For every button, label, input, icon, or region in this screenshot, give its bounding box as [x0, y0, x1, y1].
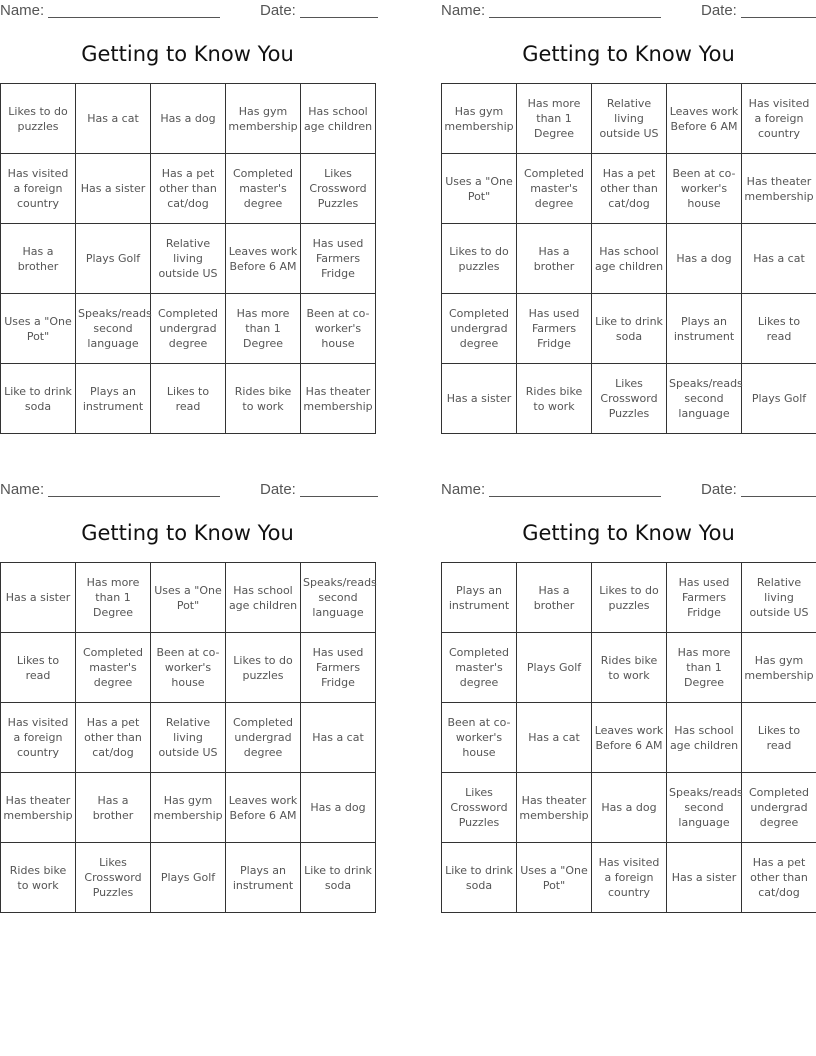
grid-cell: Has more than 1 Degree [517, 84, 592, 154]
grid-row [442, 773, 816, 843]
grid-cell: Plays an instrument [442, 563, 517, 633]
grid-cell: Likes to do puzzles [1, 84, 76, 154]
name-label: Name: [0, 481, 45, 498]
name-field [0, 2, 220, 19]
grid-row [1, 773, 376, 843]
grid-cell: Completed master's degree [76, 633, 151, 703]
card-title: Getting to Know You [522, 521, 735, 545]
name-field [0, 481, 220, 498]
grid-cell: Has school age children [667, 703, 742, 773]
date-field [701, 2, 816, 19]
bingo-grid [441, 562, 816, 913]
grid-cell: Has a brother [1, 224, 76, 294]
grid-cell: Like to drink soda [592, 294, 667, 364]
grid-cell: Plays Golf [151, 843, 226, 913]
bingo-grid [441, 83, 816, 434]
grid-cell: Likes Crossword Puzzles [76, 843, 151, 913]
grid-cell: Rides bike to work [1, 843, 76, 913]
name-field [441, 2, 661, 19]
grid-cell: Leaves work Before 6 AM [226, 224, 301, 294]
date-field [701, 481, 816, 498]
grid-cell: Leaves work Before 6 AM [226, 773, 301, 843]
grid-cell: Uses a "One Pot" [151, 563, 226, 633]
grid-cell: Been at co-worker's house [442, 703, 517, 773]
grid-cell: Likes Crossword Puzzles [442, 773, 517, 843]
grid-row [1, 633, 376, 703]
grid-cell: Uses a "One Pot" [1, 294, 76, 364]
grid-row [442, 224, 816, 294]
grid-cell: Been at co-worker's house [301, 294, 376, 364]
grid-cell: Has used Farmers Fridge [301, 224, 376, 294]
grid-cell: Likes to read [1, 633, 76, 703]
grid-row [442, 843, 816, 913]
date-field [260, 2, 378, 19]
date-line [741, 3, 816, 18]
grid-row [442, 364, 816, 434]
date-label: Date: [260, 481, 296, 498]
date-line [741, 482, 816, 497]
grid-cell: Completed master's degree [517, 154, 592, 224]
grid-cell: Completed undergrad degree [151, 294, 226, 364]
grid-cell: Has used Farmers Fridge [301, 633, 376, 703]
grid-cell: Like to drink soda [1, 364, 76, 434]
grid-cell: Completed undergrad degree [226, 703, 301, 773]
grid-cell: Has a dog [592, 773, 667, 843]
grid-cell: Uses a "One Pot" [442, 154, 517, 224]
bingo-card-3 [0, 479, 375, 919]
name-label: Name: [441, 481, 486, 498]
bingo-grid [0, 83, 376, 434]
grid-cell: Has a brother [517, 224, 592, 294]
grid-cell: Likes to do puzzles [592, 563, 667, 633]
grid-cell: Relative living outside US [592, 84, 667, 154]
grid-cell: Has used Farmers Fridge [517, 294, 592, 364]
name-label: Name: [441, 2, 486, 19]
bingo-card-2 [441, 0, 816, 440]
grid-cell: Has a sister [442, 364, 517, 434]
grid-cell: Likes to read [742, 703, 816, 773]
bingo-card-4 [441, 479, 816, 919]
grid-cell: Has theater membership [1, 773, 76, 843]
grid-cell: Has a sister [76, 154, 151, 224]
card-title: Getting to Know You [522, 42, 735, 66]
grid-row [1, 154, 376, 224]
grid-cell: Has a cat [517, 703, 592, 773]
name-line [48, 3, 220, 18]
grid-cell: Has a pet other than cat/dog [151, 154, 226, 224]
grid-cell: Plays an instrument [667, 294, 742, 364]
grid-cell: Has theater membership [517, 773, 592, 843]
grid-cell: Has school age children [301, 84, 376, 154]
grid-cell: Has more than 1 Degree [667, 633, 742, 703]
grid-row [1, 364, 376, 434]
grid-cell: Likes to do puzzles [442, 224, 517, 294]
grid-cell: Has a dog [667, 224, 742, 294]
grid-cell: Has a pet other than cat/dog [742, 843, 816, 913]
grid-cell: Completed master's degree [442, 633, 517, 703]
grid-cell: Plays Golf [517, 633, 592, 703]
grid-row [1, 294, 376, 364]
grid-cell: Uses a "One Pot" [517, 843, 592, 913]
name-line [489, 482, 661, 497]
grid-cell: Like to drink soda [442, 843, 517, 913]
grid-cell: Has a dog [151, 84, 226, 154]
grid-cell: Has visited a foreign country [1, 703, 76, 773]
grid-cell: Been at co-worker's house [667, 154, 742, 224]
bingo-card-1 [0, 0, 375, 440]
grid-cell: Has school age children [226, 563, 301, 633]
grid-cell: Has a brother [517, 563, 592, 633]
card-header [0, 479, 375, 499]
grid-cell: Likes to read [742, 294, 816, 364]
grid-cell: Plays Golf [742, 364, 816, 434]
grid-cell: Speaks/reads second language [301, 563, 376, 633]
grid-cell: Has a pet other than cat/dog [76, 703, 151, 773]
grid-cell: Has visited a foreign country [1, 154, 76, 224]
card-header [441, 479, 816, 499]
grid-cell: Has more than 1 Degree [226, 294, 301, 364]
grid-cell: Likes to do puzzles [226, 633, 301, 703]
grid-cell: Has a dog [301, 773, 376, 843]
grid-cell: Relative living outside US [151, 224, 226, 294]
grid-row [1, 84, 376, 154]
grid-cell: Plays Golf [76, 224, 151, 294]
grid-cell: Has a pet other than cat/dog [592, 154, 667, 224]
name-label: Name: [0, 2, 45, 19]
grid-cell: Leaves work Before 6 AM [592, 703, 667, 773]
grid-cell: Has school age children [592, 224, 667, 294]
grid-row [442, 84, 816, 154]
grid-cell: Completed master's degree [226, 154, 301, 224]
date-label: Date: [701, 2, 737, 19]
date-field [260, 481, 378, 498]
grid-cell: Has used Farmers Fridge [667, 563, 742, 633]
grid-cell: Has theater membership [301, 364, 376, 434]
grid-cell: Plays an instrument [76, 364, 151, 434]
grid-cell: Has gym membership [226, 84, 301, 154]
grid-cell: Has a cat [742, 224, 816, 294]
date-label: Date: [260, 2, 296, 19]
grid-cell: Relative living outside US [742, 563, 816, 633]
name-line [48, 482, 220, 497]
grid-cell: Has gym membership [442, 84, 517, 154]
grid-cell: Has a cat [301, 703, 376, 773]
grid-row [442, 633, 816, 703]
grid-cell: Has gym membership [151, 773, 226, 843]
grid-cell: Plays an instrument [226, 843, 301, 913]
date-line [300, 3, 378, 18]
grid-cell: Has theater membership [742, 154, 816, 224]
grid-cell: Speaks/reads second language [76, 294, 151, 364]
card-header [441, 0, 816, 20]
grid-row [442, 703, 816, 773]
grid-cell: Rides bike to work [517, 364, 592, 434]
grid-cell: Like to drink soda [301, 843, 376, 913]
grid-row [1, 563, 376, 633]
card-header [0, 0, 375, 20]
date-label: Date: [701, 481, 737, 498]
grid-cell: Leaves work Before 6 AM [667, 84, 742, 154]
grid-cell: Has a sister [1, 563, 76, 633]
grid-row [442, 154, 816, 224]
grid-cell: Been at co-worker's house [151, 633, 226, 703]
grid-cell: Has visited a foreign country [742, 84, 816, 154]
grid-cell: Has a brother [76, 773, 151, 843]
grid-cell: Speaks/reads second language [667, 364, 742, 434]
grid-cell: Has more than 1 Degree [76, 563, 151, 633]
grid-cell: Likes to read [151, 364, 226, 434]
card-title: Getting to Know You [81, 521, 294, 545]
grid-row [1, 703, 376, 773]
grid-cell: Rides bike to work [592, 633, 667, 703]
grid-cell: Has visited a foreign country [592, 843, 667, 913]
grid-cell: Rides bike to work [226, 364, 301, 434]
name-field [441, 481, 661, 498]
grid-cell: Completed undergrad degree [442, 294, 517, 364]
grid-row [442, 563, 816, 633]
grid-cell: Has a cat [76, 84, 151, 154]
card-title: Getting to Know You [81, 42, 294, 66]
grid-row [442, 294, 816, 364]
grid-cell: Has a sister [667, 843, 742, 913]
grid-row [1, 224, 376, 294]
grid-cell: Likes Crossword Puzzles [592, 364, 667, 434]
grid-cell: Likes Crossword Puzzles [301, 154, 376, 224]
bingo-grid [0, 562, 376, 913]
name-line [489, 3, 661, 18]
grid-row [1, 843, 376, 913]
grid-cell: Completed undergrad degree [742, 773, 816, 843]
grid-cell: Speaks/reads second language [667, 773, 742, 843]
grid-cell: Relative living outside US [151, 703, 226, 773]
grid-cell: Has gym membership [742, 633, 816, 703]
date-line [300, 482, 378, 497]
